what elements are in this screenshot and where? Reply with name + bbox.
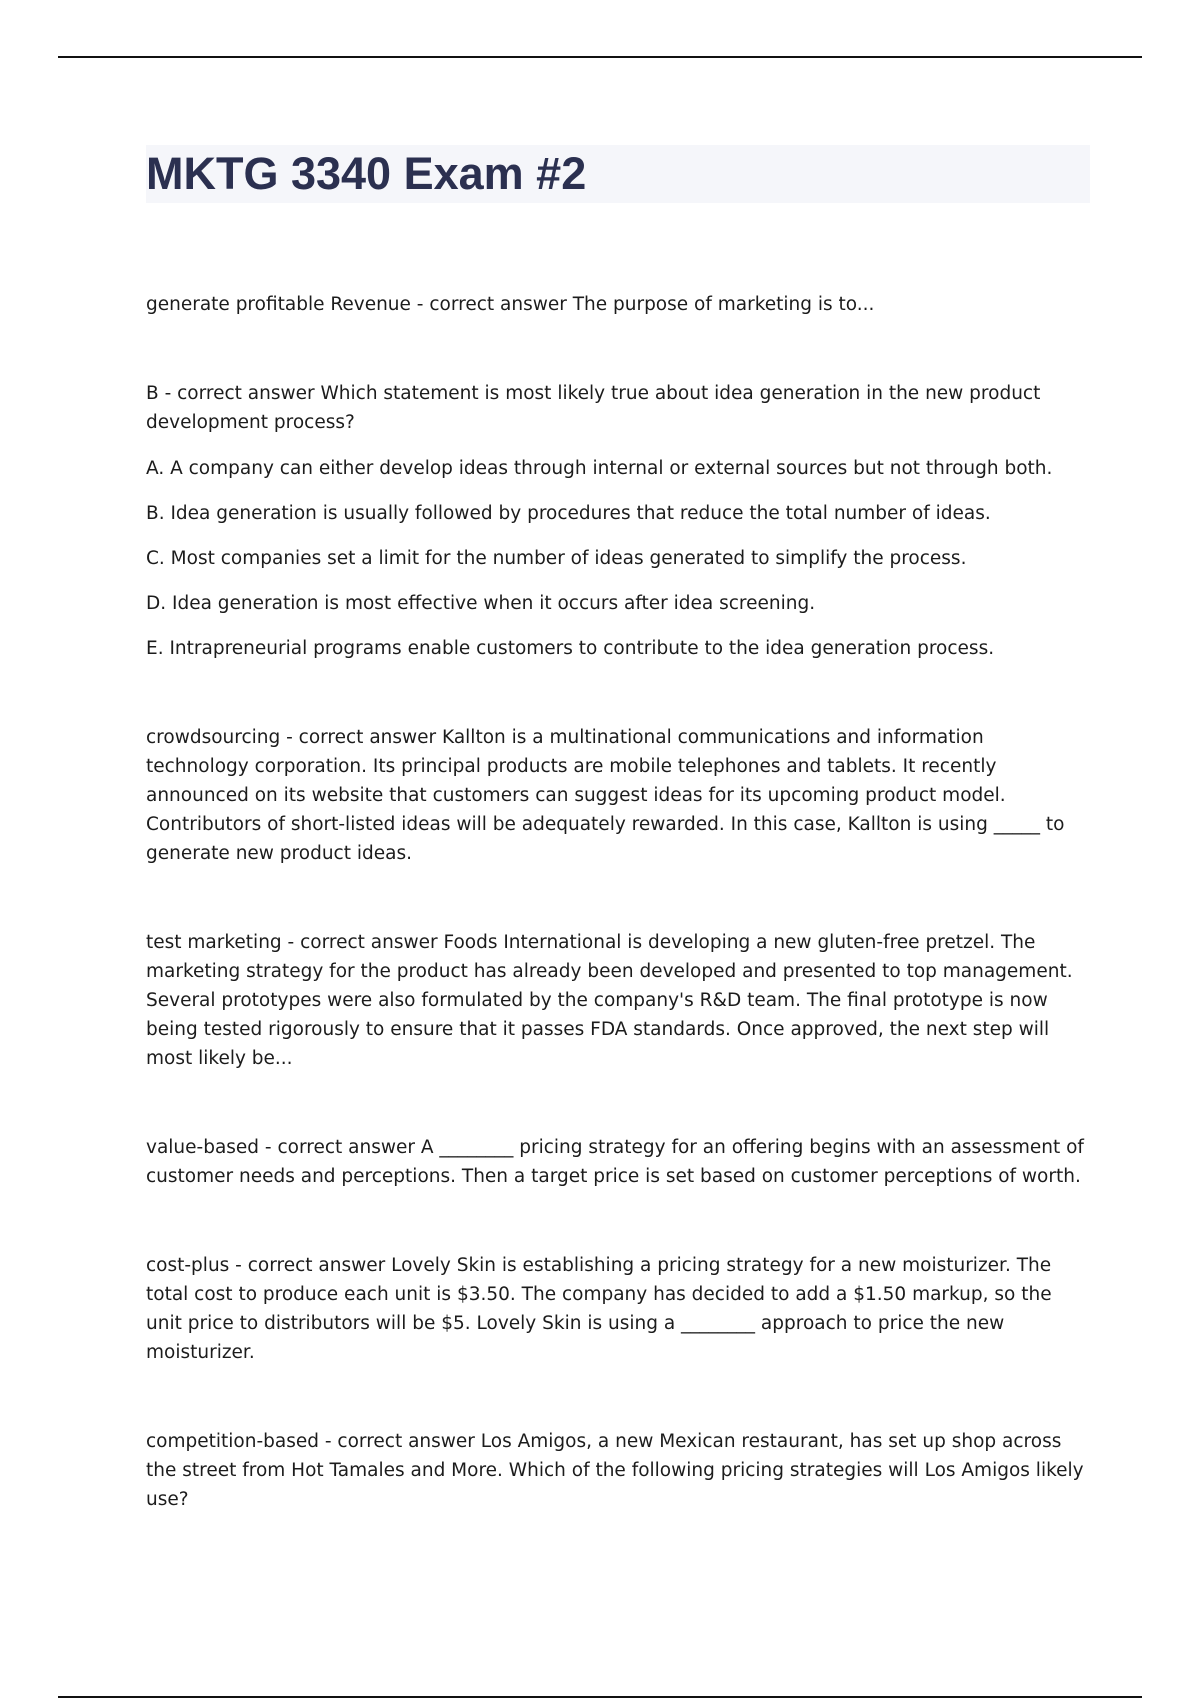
answer-option-a: A. A company can either develop ideas through internal or external sources but not through both.: [146, 458, 1053, 479]
answer-option-c: C. Most companies set a limit for the number of ideas generated to simplify the process.: [146, 548, 967, 569]
answer-option-b: B. Idea generation is usually followed by procedures that reduce the total number of ideas.: [146, 503, 991, 524]
qa-item: [146, 290, 1090, 319]
answer-option-d: D. Idea generation is most effective when it occurs after idea screening.: [146, 593, 816, 614]
top-divider: [58, 56, 1142, 58]
document-title: MKTG 3340 Exam #2: [146, 148, 587, 199]
qa-text: crowdsourcing - correct answer Kallton is a multinational communications and information technology corporation. Its principal products are mobile telephones and tablets. It recently announced on its website that customers can suggest ideas for its upcoming product model. Contributors of short-listed ideas will be adequately rewarded. In this case, Kallton is using _____ to generate new product ideas.: [146, 727, 1065, 864]
qa-item: [146, 1251, 1090, 1367]
qa-item: [146, 1427, 1090, 1514]
qa-text: cost-plus - correct answer Lovely Skin is establishing a pricing strategy for a new moisturizer. The total cost to produce each unit is $3.50. The company has decided to add a $1.50 markup, so the unit price to distributors will be $5. Lovely Skin is using a ________ approach to price the new moisturizer.: [146, 1255, 1052, 1363]
qa-text: value-based - correct answer A ________ pricing strategy for an offering begins with an assessment of customer needs and perceptions. Then a target price is set based on customer perceptions of worth.: [146, 1137, 1084, 1187]
qa-list: [146, 290, 1090, 1514]
qa-item: [146, 379, 1090, 663]
qa-text: B - correct answer Which statement is most likely true about idea generation in the new product development process?: [146, 383, 1041, 433]
qa-text: test marketing - correct answer Foods International is developing a new gluten-free pretzel. The marketing strategy for the product has already been developed and presented to top management. Several prototypes were also formulated by the company's R&D team. The final prototype is now being tested rigorously to ensure that it passes FDA standards. Once approved, the next step will most likely be...: [146, 932, 1073, 1069]
qa-item: [146, 1133, 1090, 1191]
qa-text: competition-based - correct answer Los Amigos, a new Mexican restaurant, has set up shop across the street from Hot Tamales and More. Which of the following pricing strategies will Los Amigos likely use?: [146, 1431, 1084, 1510]
bottom-divider: [58, 1696, 1142, 1698]
qa-item: [146, 723, 1090, 868]
qa-item: [146, 928, 1090, 1073]
answer-option-e: E. Intrapreneurial programs enable customers to contribute to the idea generation process.: [146, 638, 995, 659]
qa-text: generate profitable Revenue - correct answer The purpose of marketing is to...: [146, 294, 875, 315]
